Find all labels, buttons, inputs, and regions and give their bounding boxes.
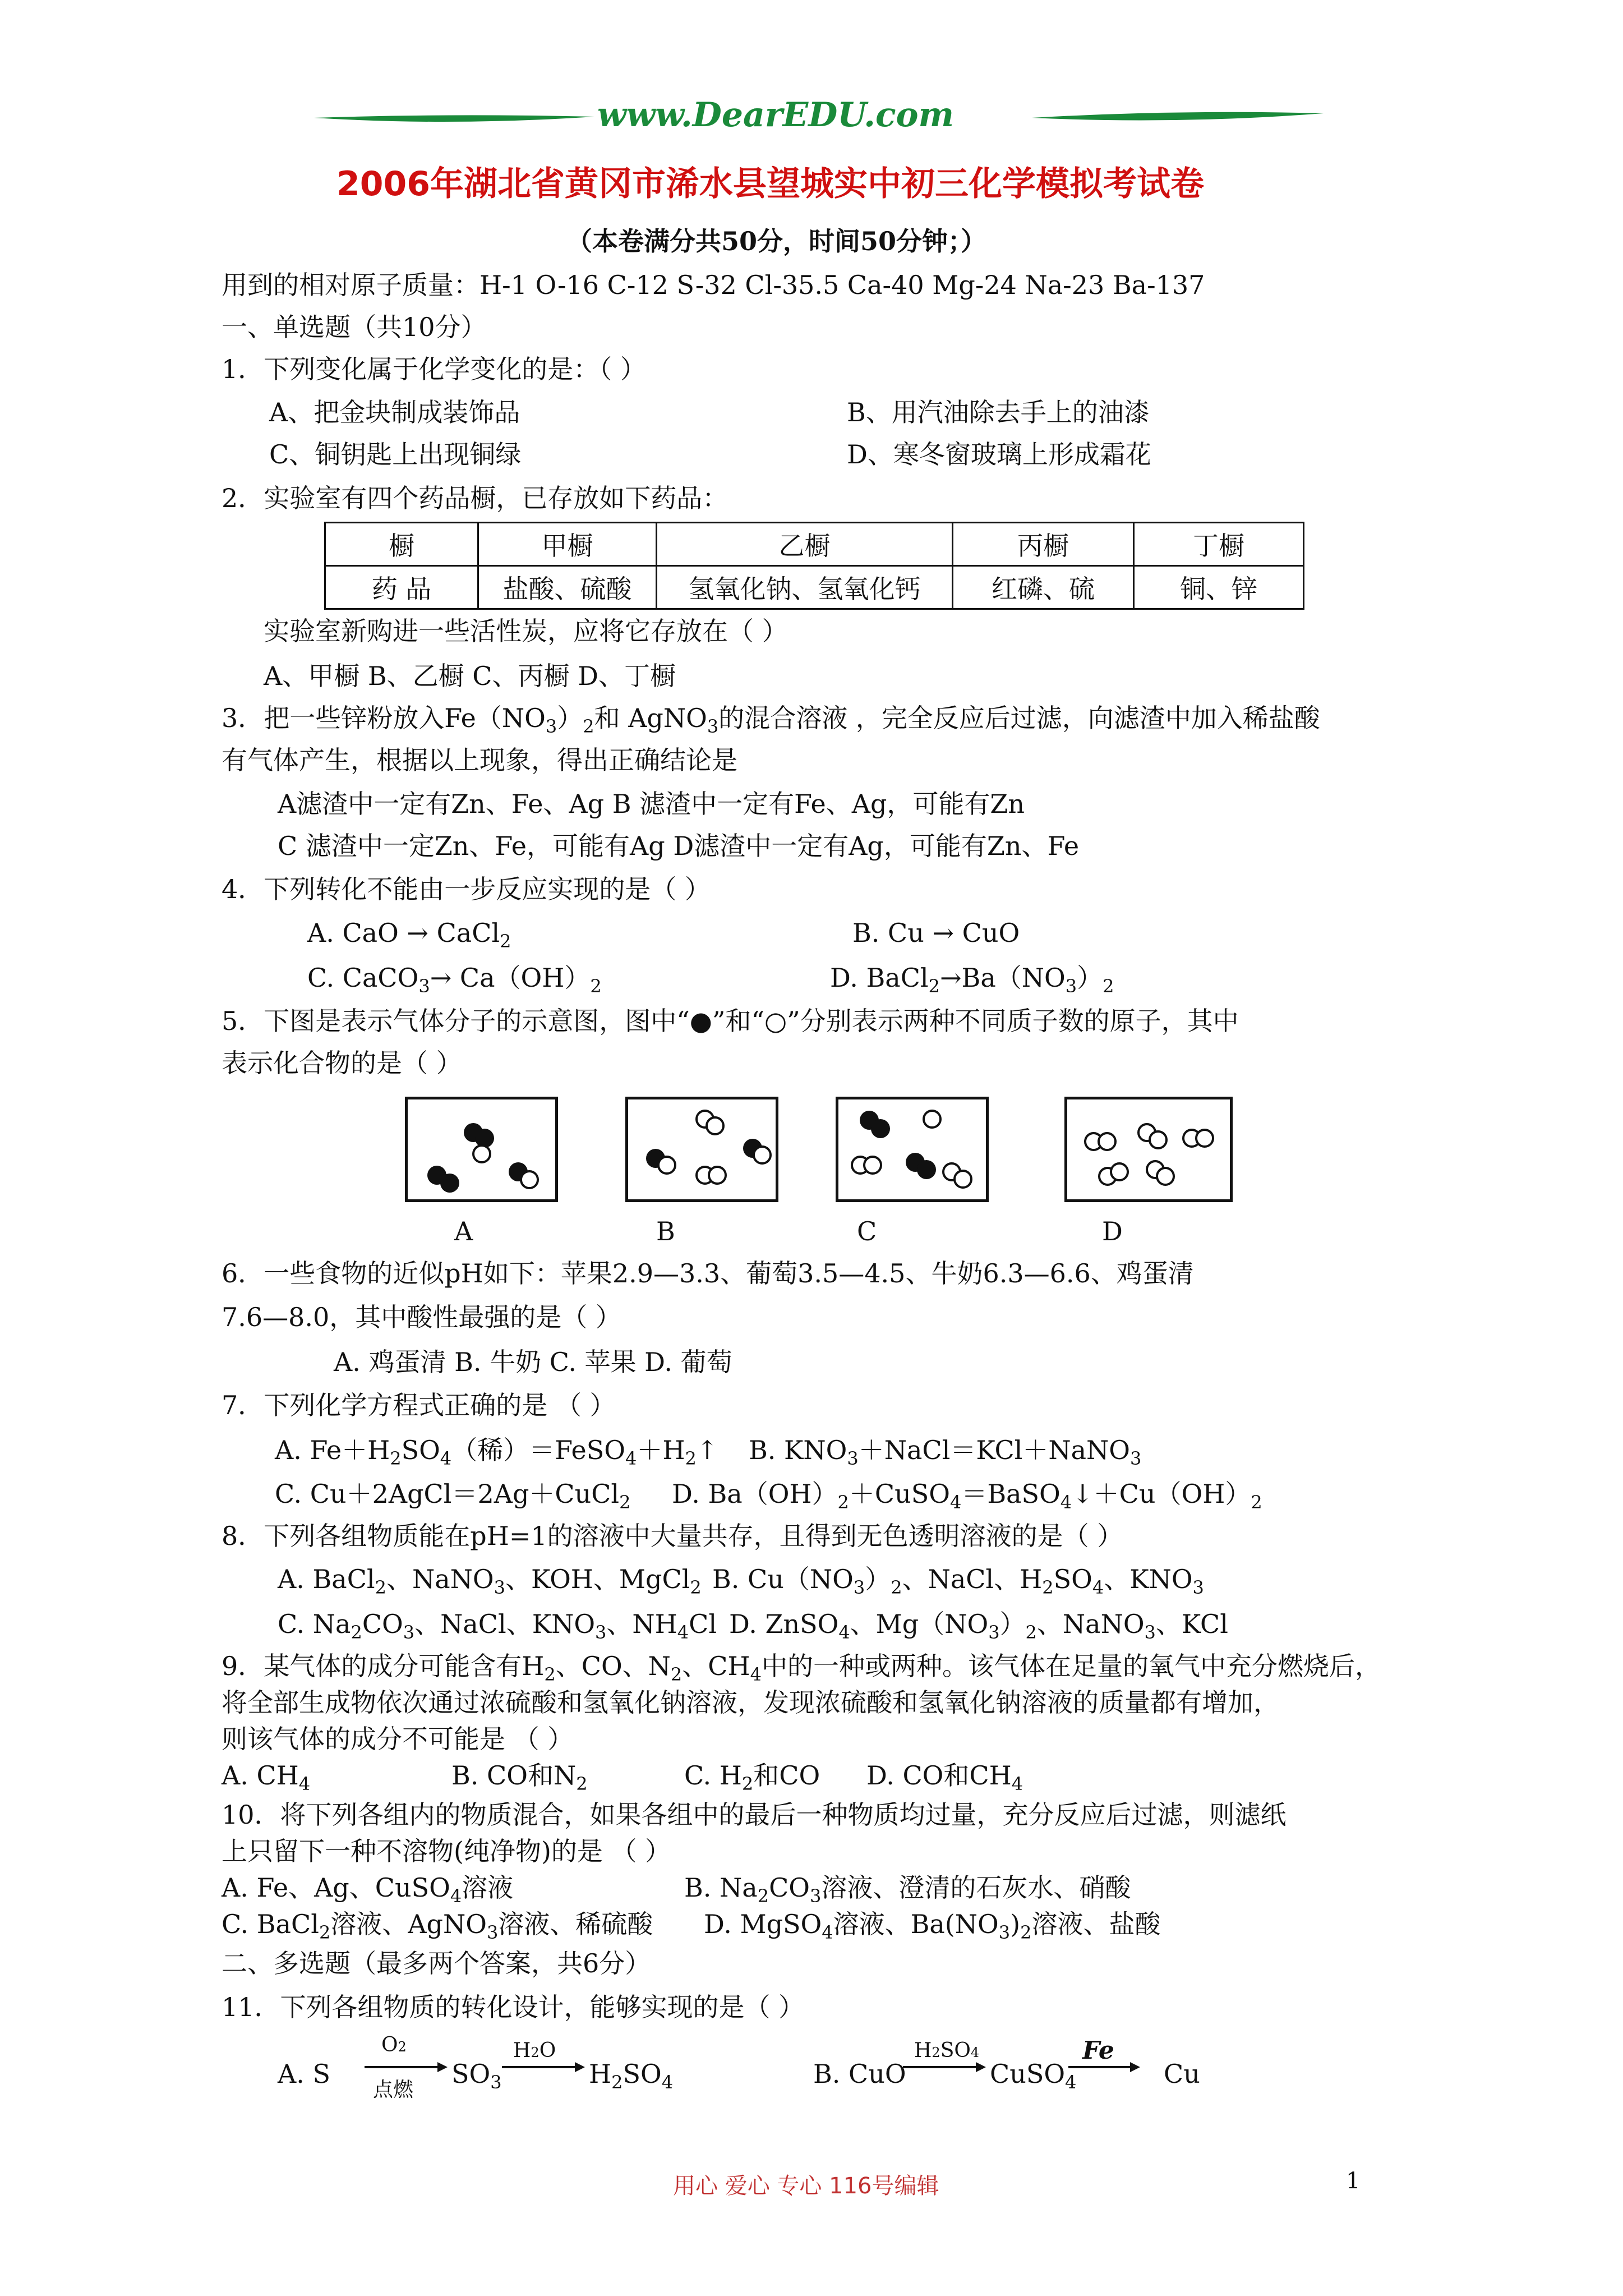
q5-line-2: 表示化合物的是（ ） — [222, 1048, 462, 1078]
table-cell: 红磷、硫 — [953, 566, 1134, 609]
q9-option-c: C. $H_2$和CO — [684, 1760, 820, 1795]
q10-option-d: D. MgSO$_4$溶液、$Ba(NO_3)_2$溶液、盐酸 — [704, 1909, 1161, 1943]
q3-options-ab: A滤渣中一定有Zn、Fe、Ag B 滤渣中一定有Fe、Ag，可能有Zn — [278, 789, 1025, 819]
q6-options: A. 鸡蛋清 B. 牛奶 C. 苹果 D. 葡萄 — [334, 1347, 732, 1377]
light-atom — [657, 1156, 676, 1175]
q1-option-c: C、铜钥匙上出现铜绿 — [269, 439, 522, 470]
q4-option-d: D. $BaCl_2\to Ba(NO_3)_2$ — [830, 963, 1114, 997]
section-1-heading: 一、单选题（共10分） — [222, 312, 487, 342]
q6-line-2: 7.6—8.0，其中酸性最强的是（ ） — [222, 1302, 621, 1332]
q8-option-d: D. ZnSO$_4$、$Mg(NO_3)_2$、NaNO$_3$、KCl — [729, 1609, 1228, 1643]
light-atom — [863, 1156, 882, 1175]
q9-line-2: 将全部生成物依次通过浓硫酸和氢氧化钠溶液，发现浓硫酸和氢氧化钠溶液的质量都有增加， — [222, 1687, 1279, 1718]
q1-option-b: B、用汽油除去手上的油漆 — [847, 397, 1150, 427]
atomic-masses: 用到的相对原子质量：H-1 O-16 C-12 S-32 Cl-35.5 Ca-40 Mg-24 Na-23 Ba-137 — [222, 270, 1205, 300]
reaction-condition-top: H2SO4 — [914, 2039, 980, 2062]
website-logo: www.DearEDU.com — [597, 95, 955, 135]
q8-stem: 8．下列各组物质能在pH=1的溶液中大量共存，且得到无色透明溶液的是（ ） — [222, 1521, 1123, 1551]
q11-option-a: A. S O2 点燃 $SO_3$ H2O $H_2SO_4$ — [278, 2033, 674, 2101]
footer-text: 用心 爱心 专心 116号编辑 — [673, 2173, 939, 2199]
q4-stem: 4．下列转化不能由一步反应实现的是（ ） — [222, 874, 711, 904]
light-atom — [1110, 1162, 1129, 1181]
page-title: 2006年湖北省黄冈市浠水县望城实中初三化学模拟考试卷 — [336, 164, 1204, 204]
q8-option-b: B. $Cu(NO_3)_2$、NaCl、$H_2SO_4$、$KNO_3$ — [712, 1564, 1204, 1598]
table-row — [325, 566, 1304, 609]
q9-option-d: D. CO和$CH_4$ — [866, 1760, 1023, 1795]
figure-label-a: A — [454, 1216, 473, 1246]
light-atom — [1195, 1129, 1214, 1148]
reaction-condition-top: H2O — [513, 2039, 556, 2062]
table-cell: 盐酸、硫酸 — [478, 566, 657, 609]
table-cell: 丁橱 — [1134, 523, 1304, 566]
q8-option-c: C. $Na_2CO_3$、NaCl、$KNO_3$、$NH_4Cl$ — [278, 1609, 717, 1643]
q7-option-c: C. Cu＋2AgCl＝2Ag＋CuCl$_2$ — [275, 1479, 631, 1513]
q11-stem: 11．下列各组物质的转化设计，能够实现的是（ ） — [222, 1992, 805, 2022]
q10-option-c: C. BaCl$_2$溶液、AgNO$_3$溶液、稀硫酸 — [222, 1909, 653, 1943]
dark-atom — [917, 1160, 936, 1179]
reaction-arrow-icon — [1068, 2060, 1141, 2074]
q4-option-b: B. Cu → CuO — [852, 918, 1020, 948]
subtitle: （本卷满分共50分，时间50分钟；） — [566, 226, 987, 256]
q1-option-d: D、寒冬窗玻璃上形成霜花 — [847, 439, 1151, 470]
q5-line-1: 5．下图是表示气体分子的示意图，图中“●”和“○”分别表示两种不同质子数的原子，其中 — [222, 1006, 1239, 1036]
q10-line-1: 10．将下列各组内的物质混合，如果各组中的最后一种物质均过量，充分反应后过滤，则滤纸 — [222, 1800, 1287, 1830]
table-cell: 丙橱 — [953, 523, 1134, 566]
reaction-condition-top: Fe — [1082, 2036, 1114, 2065]
q9-line-1: 9．某气体的成分可能含有$H_2$、CO、$N_2$、$CH_4$中的一种或两种。该气体在足量的氧气中充分燃烧后， — [222, 1651, 1381, 1685]
molecule-box-b — [625, 1097, 778, 1202]
q7-stem: 7．下列化学方程式正确的是 （ ） — [222, 1390, 616, 1420]
table-cell: 甲橱 — [478, 523, 657, 566]
q4-option-c: C. CaCO$_3$→ $Ca(OH)_2$ — [307, 963, 602, 997]
light-atom — [472, 1144, 491, 1163]
page-number: 1 — [1346, 2168, 1361, 2194]
reaction-arrow-icon — [903, 2060, 987, 2074]
light-atom — [1098, 1132, 1117, 1151]
q9-option-a: A. $CH_4$ — [222, 1760, 311, 1795]
q3-line-2: 有气体产生，根据以上现象，得出正确结论是 — [222, 745, 737, 775]
section-2-heading: 二、多选题（最多两个答案，共6分） — [222, 1948, 651, 1978]
q7-option-a: A. $Fe+H_2SO_4$（稀）$=FeSO_4+H_2↑$ — [275, 1435, 718, 1469]
light-atom — [923, 1110, 942, 1129]
light-atom — [1149, 1130, 1168, 1149]
q9-option-b: B. CO和$N_2$ — [451, 1760, 588, 1795]
reaction-condition-top: O2 — [381, 2033, 407, 2056]
q10-option-a: A. Fe、Ag、CuSO$_4$溶液 — [222, 1872, 514, 1907]
q11-option-b: B. CuO H2SO4 CuSO$_4$ Fe Cu — [813, 2036, 1200, 2093]
q3-line-1: 3．把一些锌粉放入$Fe(NO_3)_2$和 AgNO$_3$的混合溶液 ，完全反应后过滤，向滤渣中加入稀盐酸 — [222, 703, 1320, 737]
figure-label-b: B — [656, 1216, 675, 1246]
molecule-box-c — [836, 1097, 989, 1202]
q7-option-d: D. $Ba(OH)_2+CuSO_4=BaSO_4↓+Cu(OH)_2$ — [672, 1479, 1262, 1513]
table-cell: 氢氧化钠、氢氧化钙 — [657, 566, 953, 609]
table-header-row — [325, 523, 1304, 566]
light-atom — [753, 1145, 772, 1165]
light-atom — [520, 1170, 539, 1189]
q10-option-b: B. $Na_2CO_3$溶液、澄清的石灰水、硝酸 — [684, 1872, 1131, 1907]
dark-atom — [871, 1119, 890, 1138]
reaction-condition-bottom: 点燃 — [373, 2078, 414, 2101]
q1-option-a: A、把金块制成装饰品 — [269, 397, 520, 427]
q4-option-a: A. CaO → CaCl$_2$ — [307, 918, 511, 952]
figure-label-c: C — [857, 1216, 877, 1246]
table-cell: 橱 — [325, 523, 478, 566]
q3-options-cd: C 滤渣中一定Zn、Fe，可能有Ag D滤渣中一定有Ag，可能有Zn、Fe — [278, 831, 1080, 861]
table-cell: 乙橱 — [657, 523, 953, 566]
molecule-box-d — [1064, 1097, 1233, 1202]
q6-line-1: 6．一些食物的近似pH如下：苹果2.9—3.3、葡萄3.5—4.5、牛奶6.3—6.6、鸡蛋清 — [222, 1258, 1194, 1289]
molecule-box-a — [405, 1097, 558, 1202]
dark-atom — [440, 1174, 459, 1193]
cabinet-table — [324, 522, 1304, 610]
q8-option-a: A. BaCl$_2$、NaNO$_3$、KOH、MgCl$_2$ — [278, 1564, 702, 1598]
figure-label-d: D — [1102, 1216, 1123, 1246]
q1-stem: 1．下列变化属于化学变化的是：（ ） — [222, 354, 646, 384]
light-atom — [706, 1116, 725, 1135]
q9-line-3: 则该气体的成分不可能是 （ ） — [222, 1724, 574, 1754]
light-atom — [1156, 1167, 1175, 1186]
table-cell: 铜、锌 — [1134, 566, 1304, 609]
reaction-arrow-icon — [502, 2060, 586, 2074]
q10-line-2: 上只留下一种不溶物(纯净物)的是 （ ） — [222, 1836, 671, 1866]
table-cell: 药 品 — [325, 566, 478, 609]
q2-text: 实验室新购进一些活性炭，应将它存放在（ ） — [264, 616, 788, 646]
q2-options: A、甲橱 B、乙橱 C、丙橱 D、丁橱 — [264, 661, 676, 691]
q7-option-b: B. $KNO_3+NaCl=KCl+NaNO_3$ — [749, 1435, 1142, 1469]
q2-stem: 2．实验室有四个药品橱，已存放如下药品： — [222, 483, 728, 513]
reaction-arrow-icon — [365, 2060, 449, 2074]
light-atom — [953, 1170, 972, 1189]
light-atom — [708, 1166, 727, 1185]
